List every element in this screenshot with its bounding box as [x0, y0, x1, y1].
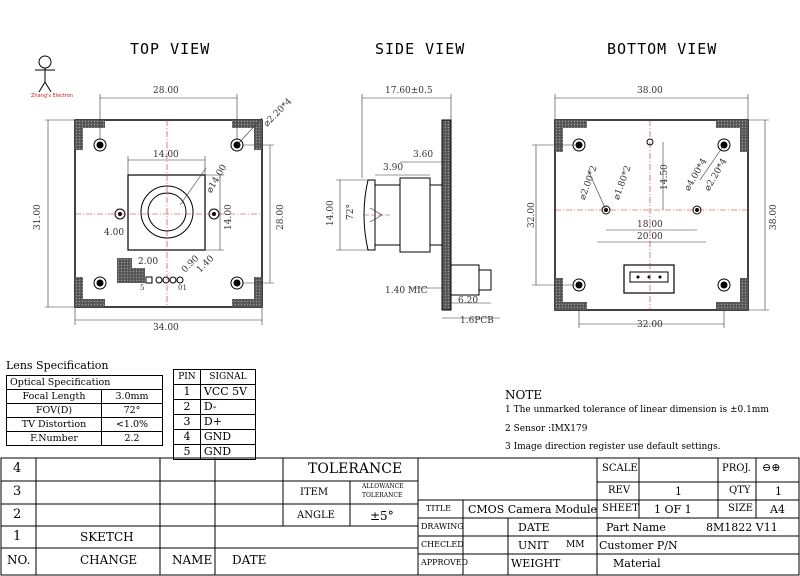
bottom-view-board [532, 94, 769, 328]
pin-table-header [174, 370, 256, 385]
proj-label: PROJ. [722, 463, 751, 474]
pin-row [174, 445, 256, 460]
material-label: Material [613, 557, 661, 570]
angle-label: ANGLE [297, 510, 335, 521]
item-header: ITEM [300, 487, 329, 498]
top-dim-090: 0.90 [180, 253, 202, 276]
pin-signal: VCC 5V [200, 385, 255, 400]
customer-pn-label: Customer P/N [599, 539, 678, 552]
lens-spec-value: 2.2 [102, 432, 163, 446]
pin-number: 5 [174, 445, 201, 460]
pin-signal: D+ [200, 415, 255, 430]
logo-figure [35, 56, 55, 92]
note-item: 3 Image direction register use default settings. [505, 442, 721, 452]
pin-row [174, 385, 256, 400]
top-dim-140: 1.40 [195, 253, 217, 276]
date-label: DATE [518, 521, 550, 534]
top-dim-lens-width: 14.00 [153, 150, 179, 160]
pin-header: PIN [174, 370, 201, 385]
pin-number: 3 [174, 415, 201, 430]
top-dim-height: 31.00 [33, 204, 43, 230]
top-dim-200: 2.00 [138, 257, 159, 267]
allowance-header: ALLOWANCE [362, 483, 404, 490]
lens-spec-row [7, 390, 163, 404]
top-view-title: TOP VIEW [130, 40, 211, 58]
unit-value: MM [566, 540, 585, 550]
change-header: CHANGE [80, 553, 138, 567]
lens-spec-label: F.Number [7, 432, 102, 446]
projection-symbol-icon: ⊖⊕ [762, 461, 781, 474]
top-dim-width: 28.00 [153, 86, 179, 96]
bottom-dim-h220: ⌀2.20*4 [703, 157, 730, 193]
size-label: SIZE [728, 503, 754, 514]
date-header: DATE [232, 553, 267, 567]
side-view-title: SIDE VIEW [375, 40, 466, 58]
lens-spec-label: Focal Length [7, 390, 102, 404]
size-value: A4 [770, 503, 785, 516]
bottom-dim-height-left: 32.00 [527, 202, 537, 228]
bottom-dim-1450: 14.50 [660, 164, 670, 190]
top-view-board [45, 94, 274, 325]
bottom-dim-width-bottom: 32.00 [637, 320, 663, 330]
side-dim-390: 3.90 [383, 163, 404, 173]
sheet-label: SHEET [602, 503, 639, 514]
lens-spec-row [7, 418, 163, 432]
lens-spec-row [7, 432, 163, 446]
pin-number: 4 [174, 430, 201, 445]
bottom-dim-width: 38.00 [637, 86, 663, 96]
top-dim-400: 4.00 [104, 228, 125, 238]
top-dim-lens-diameter: ⌀14.00 [205, 162, 230, 195]
top-dim-width-bottom: 34.00 [153, 323, 179, 333]
rev-row-1: 1 [13, 529, 22, 544]
title-value: CMOS Camera Module [468, 503, 597, 516]
pin-signal: D- [200, 400, 255, 415]
pin-signal: GND [200, 445, 255, 460]
top-dim-hole-diameter: ⌀2.20*4 [262, 96, 295, 130]
top-dim-lens-height: 14.00 [224, 204, 234, 230]
lens-spec-table [6, 375, 163, 446]
tolerance-header: TOLERANCE [308, 461, 403, 477]
qty-value: 1 [775, 485, 782, 498]
bottom-dim-h200: ⌀2.00*2 [578, 164, 600, 202]
rev-row-2: 2 [13, 507, 22, 522]
side-dim-mic: 1.40 MIC [385, 286, 428, 296]
bottom-dim-2000: 20.00 [637, 232, 663, 242]
side-dim-height: 14.00 [326, 200, 336, 226]
bottom-dim-h400: ⌀4.00*4 [683, 157, 710, 193]
lens-spec-value: <1.0% [102, 418, 163, 432]
side-view-module [336, 94, 500, 318]
lens-spec-row [7, 404, 163, 418]
side-dim-angle: 72° [346, 204, 356, 220]
pin-number: 1 [174, 385, 201, 400]
allowance-header-2: TOLERANCE [362, 492, 403, 499]
lens-spec-label: TV Distortion [7, 418, 102, 432]
weight-label: WEIGHT [511, 557, 561, 570]
bottom-dim-height-right: 38.00 [769, 204, 779, 230]
rev-value: 1 [675, 485, 682, 498]
note-item: 1 The unmarked tolerance of linear dimension is ±0.1mm [505, 405, 769, 415]
drawing-label: DRAWING [421, 522, 464, 531]
lens-spec-label: FOV(D) [7, 404, 102, 418]
approved-label: APPROVED [421, 558, 469, 567]
note-item: 2 Sensor :IMX179 [505, 424, 588, 434]
no-header: NO. [7, 553, 31, 567]
checked-label: CHECLED [421, 540, 464, 549]
sheet-value: 1 OF 1 [654, 503, 692, 516]
pin-label-01: 01 [178, 284, 187, 292]
angle-tolerance: ±5° [370, 509, 394, 523]
pin-row [174, 415, 256, 430]
rev-label: REV [608, 485, 631, 496]
lens-spec-heading: Lens Specification [6, 359, 109, 372]
lens-spec-value: 72° [102, 404, 163, 418]
lens-spec-label: Optical Specification [7, 376, 163, 390]
title-label: TITLE [426, 504, 451, 513]
bottom-view-title: BOTTOM VIEW [607, 40, 718, 58]
pin-row [174, 400, 256, 415]
unit-label: UNIT [518, 539, 549, 552]
pin-signal: GND [200, 430, 255, 445]
sketch-label: SKETCH [80, 530, 134, 544]
side-dim-360: 3.60 [413, 150, 434, 160]
top-dim-height-right: 28.00 [276, 204, 286, 230]
pin-table [173, 369, 256, 460]
part-name-label: Part Name [606, 521, 666, 534]
side-dim-total: 17.60±0.5 [385, 86, 433, 96]
scale-label: SCALE [602, 463, 638, 474]
part-name-value: 8M1822 V11 [706, 521, 778, 534]
side-dim-pcb: 1.6PCB [460, 316, 494, 326]
pin-number: 2 [174, 400, 201, 415]
name-header: NAME [172, 553, 213, 567]
bottom-dim-h180: ⌀1.80*2 [612, 164, 634, 202]
signal-header: SIGNAL [200, 370, 255, 385]
note-heading: NOTE [505, 388, 543, 402]
pin-label-5: 5 [140, 284, 145, 292]
logo-text: Zhang's Electron [31, 93, 74, 99]
lens-spec-row [7, 376, 163, 390]
rev-row-3: 3 [13, 484, 22, 499]
side-dim-620: 6.20 [458, 296, 479, 306]
pin-row [174, 430, 256, 445]
qty-label: QTY [729, 485, 751, 496]
bottom-dim-1800: 18.00 [637, 220, 663, 230]
lens-spec-value: 3.0mm [102, 390, 163, 404]
rev-row-4: 4 [13, 461, 22, 476]
